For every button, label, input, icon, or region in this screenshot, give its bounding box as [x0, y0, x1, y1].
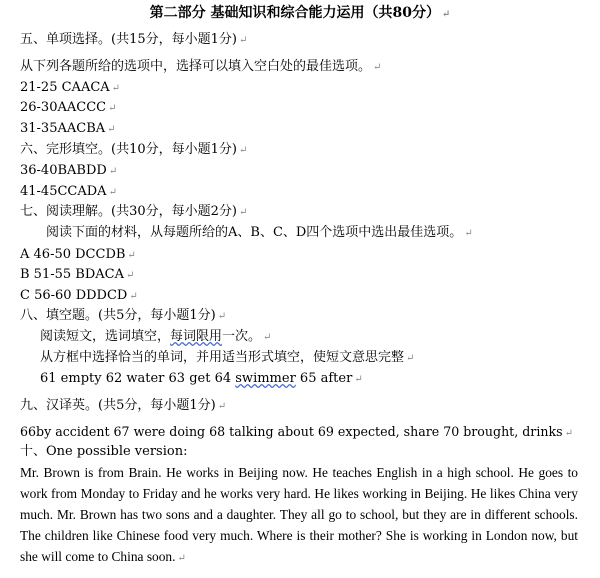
answer-line-21-25	[20, 79, 120, 98]
paragraph-mark: ↵	[441, 9, 451, 20]
answer-text: B 51-55 BDACA	[20, 267, 124, 282]
answer-text: 36-40BABDD	[20, 163, 107, 178]
paragraph-mark: ↵	[354, 374, 363, 385]
paragraph-mark: ↵	[373, 62, 382, 73]
page-title	[0, 4, 600, 24]
paragraph-mark: ↵	[464, 228, 473, 239]
instruction-text: 阅读短文，选词填空，	[40, 329, 171, 344]
section-5-heading	[20, 31, 247, 50]
section-8-heading-text: 八、填空题。(共5分，每小题1分)	[20, 308, 216, 323]
section-9-heading	[20, 397, 226, 416]
paragraph-mark: ↵	[238, 207, 248, 218]
section-7-heading-text: 七、阅读理解。(共30分，每小题2分)	[20, 204, 237, 219]
section-10-heading	[20, 443, 187, 461]
spellcheck-marked-text: 每词限用	[170, 329, 223, 344]
instruction-text: 从方框中选择恰当的单词，并用适当形式填空，使短文意思完整	[40, 350, 405, 365]
model-essay	[20, 462, 578, 569]
answer-text: 26-30AACCC	[20, 100, 107, 115]
paragraph-mark: ↵	[127, 250, 136, 261]
section-8-heading	[20, 307, 226, 326]
model-essay-text: Mr. Brown is from Brain. He works in Beijing now. He teaches English in a high school. He goes to work from Monday to Friday and he works very hard. He likes working in Beijing. He likes China very much. Mr. Brown has two sons and a daughter. They all go to school, but they are in different schools. The children like Chinese food very much. Where is their mother? She is working in London now, but she will come to China soon.	[20, 465, 578, 564]
answer-line-26-30	[20, 99, 116, 118]
answer-line-61-65	[40, 370, 363, 389]
page-title-text: 第二部分 基础知识和综合能力运用（共80分）	[149, 5, 440, 21]
answer-line-66-70	[20, 423, 573, 443]
answer-text: C 56-60 DDDCD	[20, 288, 128, 303]
section-5-instruction-text: 从下列各题所给的选项中，选择可以填入空白处的最佳选项。	[20, 59, 372, 74]
answer-line-36-40	[20, 162, 117, 181]
paragraph-mark: ↵	[263, 332, 272, 343]
section-5-heading-text: 五、单项选择。(共15分，每小题1分)	[20, 32, 237, 47]
section-10-heading-text: 十、One possible version:	[20, 444, 188, 459]
spellcheck-marked-text: swimmer	[235, 371, 296, 386]
paragraph-mark: ↵	[107, 124, 116, 135]
instruction-text: 一次。	[222, 329, 262, 344]
paragraph-mark: ↵	[108, 187, 117, 198]
answer-line-46-50	[20, 246, 136, 265]
section-8-instruction-1	[40, 328, 271, 347]
paragraph-mark: ↵	[238, 145, 248, 156]
section-7-instruction	[46, 224, 473, 243]
paragraph-mark: ↵	[111, 83, 121, 94]
answer-text: 21-25 CAACA	[20, 80, 110, 95]
paragraph-mark: ↵	[238, 35, 248, 46]
paragraph-mark: ↵	[177, 553, 186, 564]
section-7-heading	[20, 203, 247, 222]
answer-line-56-60	[20, 287, 138, 306]
paragraph-mark: ↵	[406, 353, 415, 364]
section-8-instruction-2	[40, 349, 414, 368]
answer-line-41-45	[20, 183, 117, 202]
section-9-heading-text: 九、汉译英。(共5分，每小题1分)	[20, 398, 216, 413]
answer-text: 65 after	[295, 371, 353, 386]
answer-line-51-55	[20, 266, 134, 285]
paragraph-mark: ↵	[129, 291, 138, 302]
section-5-instruction	[20, 58, 381, 77]
paragraph-mark: ↵	[108, 103, 117, 114]
section-7-instruction-text: 阅读下面的材料，从每题所给的A、B、C、D四个选项中选出最佳选项。	[46, 225, 463, 240]
paragraph-mark: ↵	[217, 311, 227, 322]
paragraph-mark: ↵	[217, 401, 227, 412]
answer-text: 61 empty 62 water 63 get 64	[40, 371, 236, 386]
answer-line-31-35	[20, 120, 116, 139]
paragraph-mark: ↵	[108, 166, 118, 177]
answer-text: A 46-50 DCCDB	[20, 247, 126, 262]
paragraph-mark: ↵	[564, 428, 573, 439]
section-6-heading-text: 六、完形填空。(共10分，每小题1分)	[20, 142, 237, 157]
answer-text: 41-45CCADA	[20, 184, 107, 199]
section-6-heading	[20, 141, 247, 160]
answer-text: 66by accident 67 were doing 68 talking about 69 expected, share 70 brought, drinks	[20, 424, 563, 439]
paragraph-mark: ↵	[126, 270, 135, 281]
answer-text: 31-35AACBA	[20, 121, 106, 136]
